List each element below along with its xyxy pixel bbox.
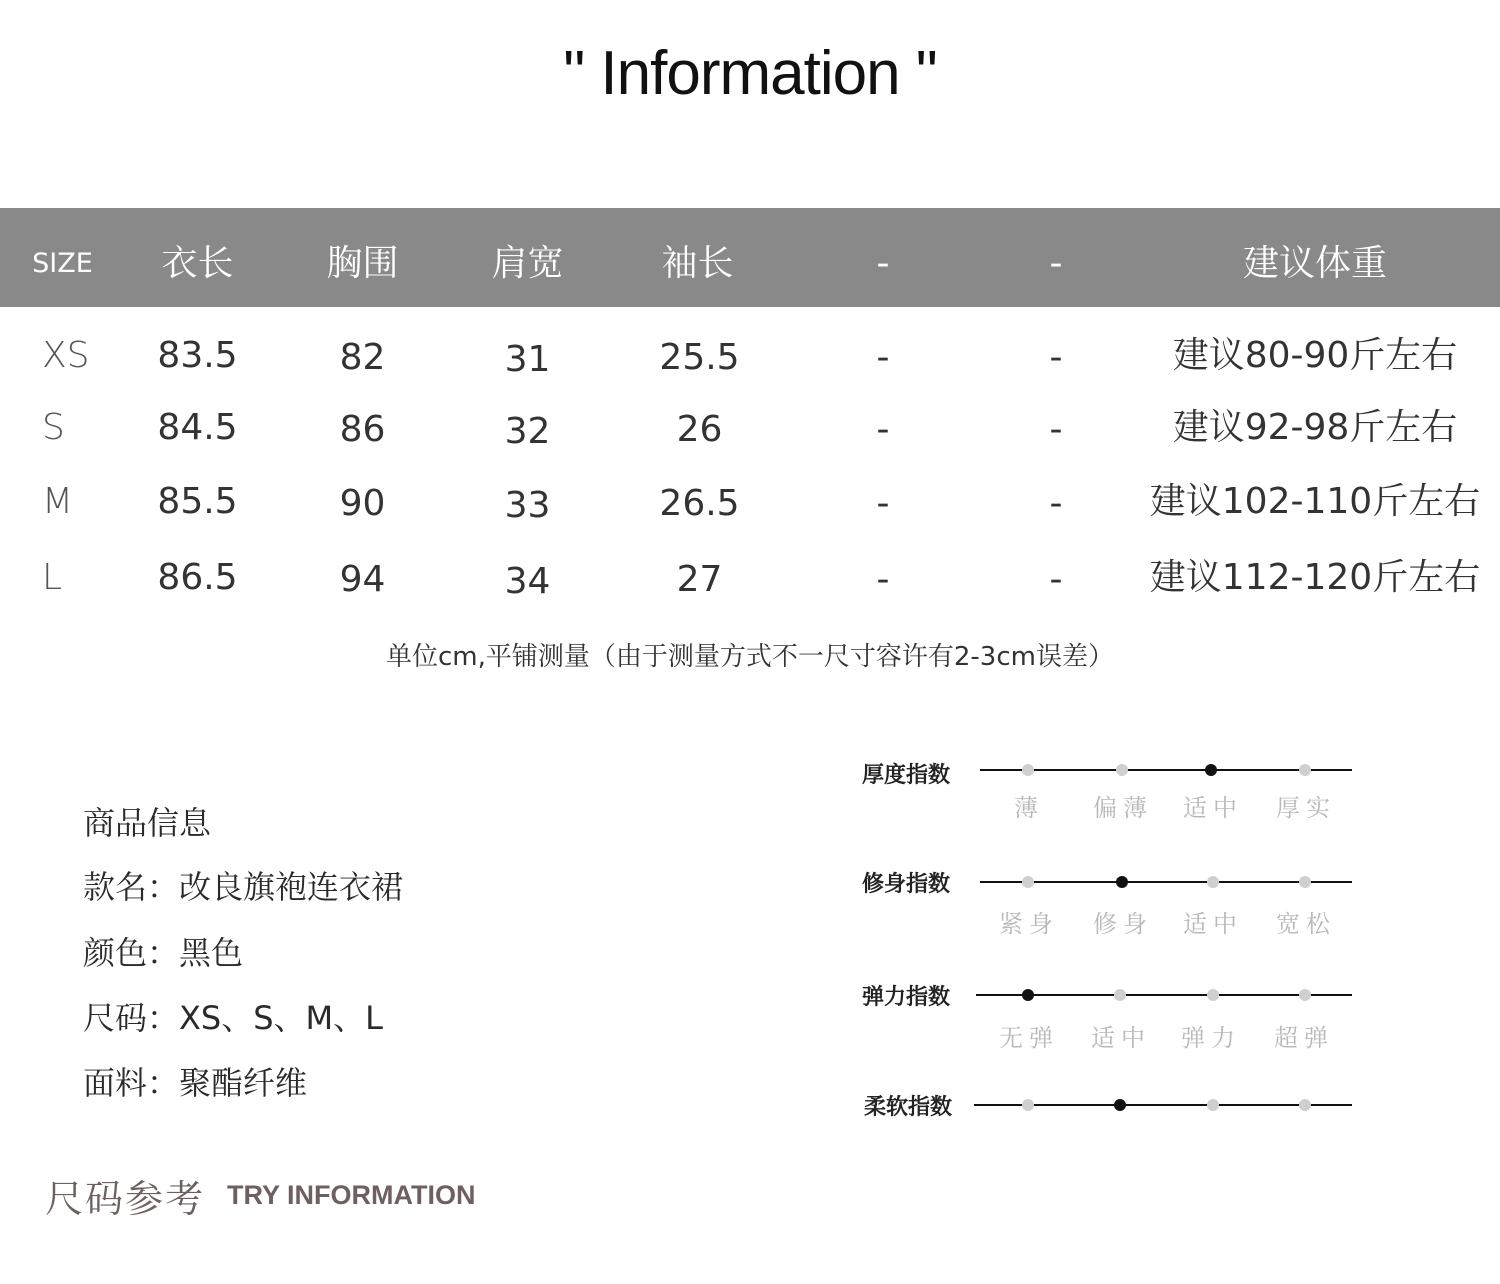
row-shoulder: 34 bbox=[504, 561, 551, 602]
header-length: 衣长 bbox=[161, 243, 234, 284]
row-weight: 建议92-98斤左右 bbox=[1172, 407, 1458, 448]
thickness-dot-3 bbox=[1299, 764, 1311, 776]
elasticity-dot-2 bbox=[1207, 989, 1219, 1001]
row-bust: 90 bbox=[339, 483, 386, 524]
thickness-dot-2 bbox=[1205, 764, 1217, 776]
elasticity-option: 超弹 bbox=[1274, 1024, 1334, 1052]
fit-dot-3 bbox=[1299, 876, 1311, 888]
product-color: 颜色：黑色 bbox=[83, 934, 244, 972]
product-info-heading: 商品信息 bbox=[83, 804, 212, 842]
thickness-option: 厚实 bbox=[1276, 794, 1336, 822]
row-blank-1: - bbox=[876, 559, 890, 600]
row-blank-2: - bbox=[1049, 559, 1063, 600]
row-bust: 82 bbox=[339, 337, 386, 378]
elasticity-option: 无弹 bbox=[999, 1024, 1059, 1052]
row-blank-2: - bbox=[1049, 483, 1063, 524]
softness-index-label: 柔软指数 bbox=[864, 1095, 953, 1120]
thickness-option: 适中 bbox=[1183, 794, 1243, 822]
thickness-index-line bbox=[980, 769, 1352, 771]
softness-dot-2 bbox=[1207, 1099, 1219, 1111]
thickness-dot-1 bbox=[1116, 764, 1128, 776]
fit-dot-1 bbox=[1116, 876, 1128, 888]
fit-option: 宽松 bbox=[1276, 910, 1336, 938]
header-sleeve: 袖长 bbox=[661, 243, 734, 284]
header-size: SIZE bbox=[32, 248, 93, 279]
softness-dot-0 bbox=[1022, 1099, 1034, 1111]
row-sleeve: 25.5 bbox=[659, 337, 740, 378]
softness-dot-3 bbox=[1299, 1099, 1311, 1111]
row-blank-2: - bbox=[1049, 337, 1063, 378]
fit-option: 紧身 bbox=[999, 910, 1059, 938]
elasticity-dot-3 bbox=[1299, 989, 1311, 1001]
thickness-index-label: 厚度指数 bbox=[862, 763, 951, 788]
size-reference-heading: 尺码参考 bbox=[45, 1177, 206, 1221]
thickness-option: 薄 bbox=[1014, 794, 1044, 822]
row-sleeve: 27 bbox=[676, 559, 723, 600]
elasticity-option: 弹力 bbox=[1181, 1024, 1241, 1052]
elasticity-dot-0 bbox=[1022, 989, 1034, 1001]
row-length: 85.5 bbox=[157, 481, 238, 522]
elasticity-dot-1 bbox=[1114, 989, 1126, 1001]
elasticity-index-label: 弹力指数 bbox=[862, 985, 951, 1010]
row-size: S bbox=[42, 407, 65, 448]
fit-index-label: 修身指数 bbox=[862, 872, 951, 897]
header-shoulder: 肩宽 bbox=[491, 243, 564, 284]
thickness-dot-0 bbox=[1022, 764, 1034, 776]
row-weight: 建议80-90斤左右 bbox=[1172, 335, 1458, 376]
fit-option: 适中 bbox=[1183, 910, 1243, 938]
row-shoulder: 31 bbox=[504, 339, 551, 380]
header-weight: 建议体重 bbox=[1242, 243, 1387, 284]
row-length: 86.5 bbox=[157, 557, 238, 598]
row-sleeve: 26 bbox=[676, 409, 723, 450]
row-size: M bbox=[42, 481, 74, 522]
page-title: " Information " bbox=[563, 39, 937, 108]
row-weight: 建议112-120斤左右 bbox=[1149, 557, 1481, 598]
row-bust: 94 bbox=[339, 559, 386, 600]
row-size: L bbox=[42, 557, 63, 598]
try-information-heading: TRY INFORMATION bbox=[227, 1180, 476, 1210]
header-blank-1: - bbox=[876, 243, 890, 284]
row-blank-1: - bbox=[876, 483, 890, 524]
row-length: 84.5 bbox=[157, 407, 238, 448]
elasticity-option: 适中 bbox=[1091, 1024, 1151, 1052]
header-bust: 胸围 bbox=[326, 243, 399, 284]
fit-dot-2 bbox=[1207, 876, 1219, 888]
row-sleeve: 26.5 bbox=[659, 483, 740, 524]
product-sizes: 尺码：XS、S、M、L bbox=[83, 999, 383, 1037]
row-bust: 86 bbox=[339, 409, 386, 450]
fit-dot-0 bbox=[1022, 876, 1034, 888]
row-size: XS bbox=[42, 335, 90, 376]
row-blank-1: - bbox=[876, 337, 890, 378]
fit-index-line bbox=[980, 881, 1352, 883]
row-weight: 建议102-110斤左右 bbox=[1149, 481, 1481, 522]
header-blank-2: - bbox=[1049, 243, 1063, 284]
row-shoulder: 33 bbox=[504, 485, 551, 526]
product-name: 款名：改良旗袍连衣裙 bbox=[83, 868, 404, 906]
row-blank-2: - bbox=[1049, 409, 1063, 450]
row-shoulder: 32 bbox=[504, 411, 551, 452]
fit-option: 修身 bbox=[1093, 910, 1153, 938]
row-length: 83.5 bbox=[157, 335, 238, 376]
thickness-option: 偏薄 bbox=[1093, 794, 1153, 822]
softness-dot-1 bbox=[1114, 1099, 1126, 1111]
row-blank-1: - bbox=[876, 409, 890, 450]
measurement-note: 单位cm,平铺测量（由于测量方式不一尺寸容许有2-3cm误差） bbox=[386, 642, 1114, 672]
product-fabric: 面料：聚酯纤维 bbox=[83, 1064, 308, 1102]
